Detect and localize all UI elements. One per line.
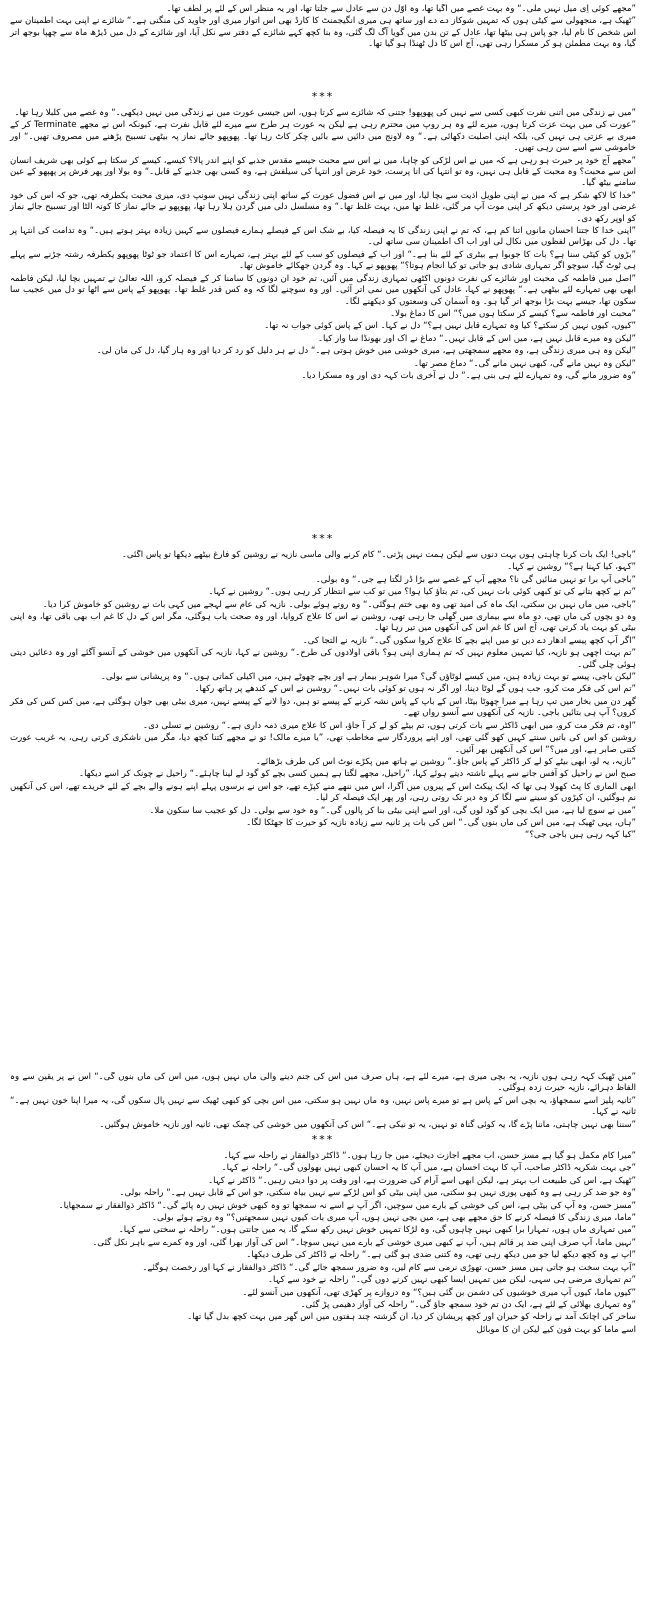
section-divider: *** [311, 90, 335, 103]
paragraph: ”خدا کا لاکھ شکر ہے کہ میں نے اپنی طویل اذیت سے بچا لیا، اور میں نے اس فضول عورت کے ساتھ اپنی زندگی نہیں سونپ دی، میری محبت یکطرفہ تھی، جو کہ اس کی خود غرضی اور خود پرستی دیکھ کر اپنی موت آپ مر گئی، غلط تھا میں، بہت غلط تھا۔“ وہ مسلسل دلی میں گردن ہلا رہا تھا، پھوپھو نے جائے نماز کا کونہ الٹا اور تسبیح جائے نماز کو اوپر رکھ دی۔ [10, 190, 636, 224]
paragraph: ”باجی! ایک بات کرنا چاہتی ہوں بہت دنوں سے لیکن ہمت نہیں پڑتی۔“ کام کرنے والی ماسی نازیہ نے روشین کو فارغ بیٹھے دیکھا تو پاس آگئی۔ [121, 550, 636, 560]
paragraph: ابھی الماری کا پٹ کھولا ہی تھا کہ ایک پیکٹ اس کے پیروں میں آگرا، اس میں ننھے منے کپڑے تھے، جو اس نے برسوں پہلے اپنے ہونے والے بچے کے لئے خریدے تھے، اس کی آنکھیں نم ہوگئیں، ان کپڑوں کو سینے سے لگا کر وہ دیر تک روتی رہی، اور پھر ایک فیصلہ کر لیا۔ [10, 781, 636, 804]
paragraph: روشین کو اس کی باتیں سنتے کہیں کھو گئی تھی، اور اپنے پروردگار سے مخاطب تھی، ”یا میرے مالک! تو نے مجھے کتنا کچھ دیا، مگر میں ناشکری کرتی رہی، یہ غریب عورت کتنی صابر ہے، اور میں؟“ اس کی آنکھیں بھر آئیں۔ [10, 733, 636, 755]
paragraph: ”تم اس کی فکر مت کرو، جب ہوں گے لوٹا دینا، اور اگر نہ ہوں تو کوئی بات نہیں۔“ روشین نے اس کے کندھے پر ہاتھ رکھا۔ [194, 684, 636, 695]
paragraph: ”ٹھیک ہے، اس کی طبیعت اب بہتر ہے، لیکن ابھی اسے آرام کی ضرورت ہے، اور وقت پر دوا دیتی رہیں۔“ ڈاکٹر نے کہا۔ [208, 1175, 636, 1186]
paragraph: ”کیوں ماما، کیوں آپ میری خوشیوں کی دشمن بن گئی ہیں؟“ وہ دروازے پر کھڑی تھی، آنکھوں میں آنسو لئے۔ [242, 1287, 636, 1298]
paragraph: ”محبت اور فاطمہ سے؟ کیسے کر سکتا ہوں میں؟“ اس کا دماغ بولا۔ [390, 308, 636, 319]
paragraph: ”ثانیہ پلیز اسے سمجھاؤ، یہ بچی اس کے پاس ہے تو میرے پاس نہیں، وہ ماں نہیں ہو سکتی، میں اس بچی کو کبھی ٹھیک سے نہیں پال سکوں گی، یہ میرا اپنا خون نہیں ہے۔“ ثانیہ نے کہا۔ [10, 1095, 636, 1118]
paragraph: ”نازیہ، یہ لو، ابھی بیٹے کو لے کر ڈاکٹر کے پاس جاؤ۔“ روشین نے ہاتھ میں پکڑے نوٹ اس کی طرف بڑھائے۔ [255, 756, 636, 767]
paragraph: ”کیا کہہ رہی ہیں باجی جی؟“ [524, 830, 636, 841]
paragraph: ”کہو، کیا کہنا ہے؟“ روشین نے کہا۔ [507, 562, 636, 573]
document-page [6, 4, 640, 1594]
paragraph: ”میں نے سوچ لیا ہے، میں ایک بچی کو گود لوں گی، اور اسے اپنی بیٹی بنا کر پالوں گی۔“ وہ خود سے بولی۔ دل کو عجیب سا سکون ملا۔ [149, 805, 636, 816]
paragraph: ”مجھے کوئی اِی میل نہیں ملی۔“ وہ بہت غصے میں آگیا تھا، وہ اوّل دن سے عادل سے جلتا تھا، اور یہ منظر اس کے لئے پر لطف تھا۔ [166, 4, 636, 14]
paragraph: ”تم نے کچھ بتانے کی تو کبھی کوئی بات نہیں کی، تم بتاؤ کیا ہوا؟ میں تو کب سے انتظار کر رہی ہوں۔“ روشین نے کہا۔ [208, 587, 636, 598]
paragraph: ”اپ نے وہ کچھ دیکھ لیا جو میں دیکھ رہی تھی، وہ کتنی ضدی ہو گئی ہے۔“ راحلہ نے ڈاکٹر کی طرف دیکھا۔ [246, 1250, 636, 1261]
paragraph: ”اصل میں فاطمہ کی محبت اور شائزے کی نفرت دونوں اکٹھی تمہاری زندگی میں آئیں، تم خود ان دونوں کا سامنا کر کے فیصلہ کرو، اللہ تعالیٰ نے تمہیں بچا لیا، لیکن فاطمہ ابھی بھی تمہارے لئے بیٹھی ہے۔“ پھوپھو نے کہا، عادل کی آنکھوں میں نمی اتر آئی۔ اور وہ سوچنے لگا کہ وہ کس قدر غلط تھا۔ پھوپھو کے پاس سے اٹھا تو دل میں عجیب سا سکون تھا، جیسے بہت بڑا بوجھ اتر گیا ہو۔ وہ آسمان کی وسعتوں کو دیکھنے لگا۔ [10, 273, 636, 307]
paragraph: ”لیکن وہ نہیں مانے گی، کبھی نہیں مانے گی۔“ دماغ مصر تھا۔ [413, 358, 636, 369]
paragraph: وہ دو بچوں کی ماں تھی، دو ماہ سے بیماری میں گھلی جا رہی تھی، روشین نے اس کا علاج کروایا، اور وہ صحت یاب ہوگئی، مگر اس کے دل کا غم اب بھی باقی تھا، وہ اپنی بیٹی کو بہت یاد کرتی تھی، آج اس کا غم اس کی آنکھوں میں تیر رہا تھا۔ [10, 612, 636, 634]
paragraph: ”لیکن باجی، پیسے تو بہت زیادہ ہیں، میں کیسے لوٹاؤں گی؟ میرا شوہر بیمار ہے اور بچے چھوٹے ہیں، میں اکیلی کماتی ہوں۔“ وہ پریشانی سے بولی۔ [100, 672, 636, 683]
paragraph: ”تم بہت اچھی ہو نازیہ، کیا تمہیں معلوم نہیں کہ تم ہماری اپنی ہو؟ باقی اولادوں کی طرح۔“ روشین نے کہا، نازیہ کی آنکھوں میں خوشی کے آنسو آگئے اور وہ دعائیں دیتی ہوئی چلی گئی۔ [10, 648, 636, 670]
paragraph: ساحر کی اچانک آمد نے راحلہ کو حیران اور کچھ پریشان کر دیا، ان گزشتہ چند ہفتوں میں اس گھر میں بہت کچھ بدل گیا تھا۔ [187, 1312, 636, 1323]
text-section-2 [6, 108, 640, 530]
paragraph: ”ہاں، یہی ٹھیک ہے، میں اس کی ماں بنوں گی۔“ اس کی بات پر ثانیہ سے زیادہ نازیہ کو حیرت کا جھٹکا لگا۔ [246, 817, 636, 828]
paragraph: ”اوہ، تم فکر مت کرو، میں ابھی ڈاکٹر سے بات کرتی ہوں، تم بیٹے کو لے کر آ جاؤ، اس کا علاج میری ذمہ داری ہے۔“ روشین نے تسلی دی۔ [143, 720, 636, 731]
paragraph: ”کیوں، کیوں نہیں کر سکتے؟ کیا وہ تمہارے قابل نہیں ہے؟“ دل نے کہا۔ اس کے پاس کوئی جواب نہ تھا۔ [264, 321, 636, 332]
paragraph: ”اگر آپ کچھ پیسے ادھار دے دیں تو میں اپنے بچے کا علاج کروا سکوں گی۔“ نازیہ نے التجا کی۔ [302, 635, 636, 646]
paragraph: ”آپ بہت سخت ہو جاتی ہیں مسز حسن، تھوڑی نرمی سے کام لیں، وہ ضرور سمجھ جائے گی۔“ ڈاکٹر ذوالفقار نے کہا اور رخصت ہوگئے۔ [142, 1262, 636, 1273]
paragraph: ”لیکن وہ میرے قابل نہیں ہے، میں اس کے قابل نہیں۔“ دماغ نے اک اور بھونڈا سا وار کیا۔ [317, 333, 636, 344]
paragraph: ”لیکن وہ ہی میری زندگی ہے، وہ مجھے سمجھتی ہے، میری خوشی میں خوش ہوتی ہے۔“ دل نے ہر دلیل کو رد کر دیا اور وہ ہار گیا، دل کی مان لی۔ [96, 346, 636, 357]
paragraph: ”میں ٹھیک کہہ رہی ہوں نازیہ، یہ بچی میری ہے، میرے لئے ہے، ہاں صرف میں اس کی جنم دینے والی ماں نہیں ہوں، میں اس کی ماں بنوں گی۔“ اس نے پر یقین سے وہ الفاظ دہرائے، نازیہ حیرت زدہ ہوگئی۔ [10, 1072, 636, 1094]
paragraph: ”اپنی خدا کا جتنا احسان مانوں اتنا کم ہے، کہ تم نے اپنی زندگی کا یہ فیصلہ کیا، بے شک اس کے فیصلے ہمارے فیصلوں سے کہیں زیادہ بہتر ہوتے ہیں۔“ وہ تدامت کی انتہا پر تھا۔ دل کی بھڑاس لفظوں میں نکال لی اور اب اک اطمینان سی ساتھ لی۔ [10, 226, 636, 248]
paragraph: ”سننا بھی نہیں چاہتی، ماننا پڑے گا، یہ کوئی گناہ تو نہیں، یہ تو نیکی ہے۔“ اس کی آنکھوں میں خوشی کی چمک تھی، ثانیہ اور نازیہ خاموش ہوگئیں۔ [99, 1119, 636, 1130]
paragraph: ”وہ ضرور مانے گی، وہ تمہارے لئے ہی بنی ہے۔“ دل نے آخری بات کہہ دی اور وہ مسکرا دیا۔ [301, 370, 636, 381]
text-section-4 [6, 1072, 640, 1552]
paragraph: گھر دن میں بخار میں تپ رہا ہے میرا چھوٹا بیٹا، اس کے باپ کے پاس نشہ کرنے کے پیسے تو ہیں، دوا لانے کے پیسے نہیں، میری بیٹی بھی جوان ہوگئی ہے، میں کس کس کی فکر کروں؟ آپ ہی بتائیں باجی۔ نازیہ کی آنکھوں سے آنسو رواں تھے۔ [10, 696, 636, 719]
paragraph: ”بڑوں کو کیٹی سنا ہے؟ بات کا جوبوا ہے بیٹری کے لئے بنا ہے۔“ اور اب کے فیصلوں کو سب کے لئے بہتر ہے، تمہارے اس کا اعتماد جو ٹوٹا پھوپھو یکطرفہ رشتہ جڑنے سے پہلے ہی ٹوٹ گیا، سوچو اگر تمہاری شادی ہو جاتی تو کیا انجام ہوتا؟“ پھوپھو نے کہا۔ وہ گردن جھکائے خاموش تھا۔ [10, 249, 636, 272]
paragraph: ”جی بہت شکریہ ڈاکٹر صاحب، آپ کا بہت احسان ہے، میں آپ کا یہ احسان کبھی نہیں بھولوں گی۔“ راحلہ نے کہا۔ [221, 1163, 636, 1174]
paragraph: ”میں تمہاری ماں ہوں، تمہارا برا کبھی نہیں چاہوں گی، وہ لڑکا تمہیں خوش نہیں رکھ سکے گا، یہ میں جانتی ہوں۔“ راحلہ نے سختی سے کہا۔ [118, 1225, 636, 1236]
paragraph: ”مسز حسن، وہ آپ کی بیٹی ہے، اس کی خوشی کے بارے میں سوچیں، اگر آپ نے اسے نہ سمجھا تو وہ کبھی خوش نہیں رہ پائے گی۔“ ڈاکٹر ذوالفقار نے سمجھایا۔ [58, 1200, 636, 1211]
paragraph: صبح اس نے راحیل کو آفس جانے سے پہلے ناشتہ دیتے ہوئے کہا، ”راحیل، مجھے لگتا ہے ہمیں کسی بچے کو گود لے لینا چاہئے۔“ راحیل نے چونک کر اسے دیکھا۔ [79, 769, 636, 780]
paragraph: اسے ماما کو بہت فون کیے لیکن ان کا موبائل [476, 1324, 636, 1335]
paragraph: ”مجھے آج خود پر حیرت ہو رہی ہے کہ میں نے اس لڑکی کو چاہا، میں نے اس سے محبت جیسے مقدس جذبے کو اپنے اندر پالا؟ کیسے، کیسے کر سکتا ہے کوئی بھی شریف انسان اس سے محبت؟ وہ محبت کے قابل ہی نہیں، وہ تو انتہا کی انا پرست، خود غرض اور انتہا کی سیلفش ہے، وہ کسی بھی جذبے کے قابل۔“ وہ بولا اور پھر فرش پر پھپھو کے عین سامنے بیٹھ گیا۔ [10, 155, 636, 189]
text-section-1 [6, 4, 640, 88]
paragraph: ”میرا کام مکمل ہو گیا ہے مسز حسن، اب مجھے اجازت دیجئے، میں جا رہا ہوں۔“ ڈاکٹر ذوالفقار نے راحلہ سے کہا۔ [223, 1151, 636, 1162]
text-section-3 [6, 550, 640, 1070]
paragraph: ”تم تمہاری مرضی ہی سہی، لیکن میں تمہیں ایسا کبھی نہیں کرنے دوں گی۔“ راحلہ نے خود سے کہا۔ [267, 1275, 636, 1286]
paragraph: ”باجی آپ برا تو نہیں منائیں گی نا؟ مجھے آپ کے غصے سے بڑا ڈر لگتا ہے جی۔“ وہ بولی۔ [315, 574, 636, 585]
paragraph: ”وہ تمہاری بھلائی کے لئے ہے، ایک دن تم خود سمجھ جاؤ گی۔“ راحلہ کی آواز دھیمی پڑ گئی۔ [300, 1299, 636, 1310]
paragraph: ”باجی، میں ماں نہیں بن سکتی، ایک ماہ کی امید تھی وہ بھی ختم ہوگئی۔“ وہ روتے ہوئے بولی۔ نازیہ کی عام سے لہجے میں کہی بات نے روشین کو خاموش کرا دیا۔ [42, 599, 636, 610]
paragraph: ”میں نے زندگی میں اتنی نفرت کبھی کسی سے نہیں کی پھوپھو! جتنی کہ شائزے سے کرتا ہوں، اس جیسی عورت میں نے زندگی میں نہیں دیکھی۔“ وہ غصے میں کلبلا رہا تھا۔ [14, 108, 636, 118]
section-divider: *** [311, 1133, 335, 1147]
paragraph: ”عورت کی میں بہت عزت کرتا ہوں، میرے لئے وہ ہر روپ میں محترم رہی ہے لیکن یہ عورت ہر طرح سے میرے لئے قابل نفرت ہے، کیونکہ اس نے مجھے Terminate کر کے میری بے عزتی ہی نہیں کی، بلکہ اپنی اصلیت دکھائی ہے۔“ وہ لاونج میں دائیں سے بائیں چکر کاٹ رہا تھا۔ پھوپھو جائے نماز پہ بیٹھی تسبیح پڑھنے میں مصروف تھیں۔“ اور خاموشی سے اسے سن رہی تھیں۔ [10, 120, 636, 154]
paragraph: ”نہیں ماما، آپ صرف اپنی ضد پر قائم ہیں، آپ نے کبھی میری خوشی کے بارے میں نہیں سوچا۔“ اس کی آواز بھرا گئی، اور وہ کمرے سے باہر نکل گئی۔ [92, 1237, 636, 1248]
paragraph: ”ماما، میری زندگی کا فیصلہ کرنے کا حق مجھے بھی ہے، میں بچی نہیں ہوں، آپ میری بات کیوں نہیں سمجھتیں؟“ وہ روتے ہوئے بولی۔ [152, 1213, 636, 1224]
section-divider: *** [311, 532, 335, 545]
paragraph: ”ٹھیک ہے، منجھولی سے کیٹی ہوں کہ تمہیں شوکاز دے دے اور ساتھ ہی میری انگیجمنٹ کا کارڈ بھی اس اتوار میری اور جاوید کی منگنی ہے۔“ شائزے نے اپنی بہت اطمینان سے اس شخص کا نام لیا، جو پاس ہی بیٹھا تھا، عادل کے تن بدن میں گویا آگ لگ گئی، وہ بنا کچھ کہے شائزے کے دفتر سے نکل آیا، اور شائزے کے دل میں ڈیڑھ ماہ سے چھپا بوجھ اتر گیا، وہ بہت مطمئن ہو کر مسکرا رہی تھی، آج اس کا دل ٹھنڈا ہو گیا تھا۔ [10, 16, 636, 50]
paragraph: ”وہ جو ضد کر رہی ہے وہ کبھی پوری نہیں ہو سکتی، میں اپنی بیٹی کو اس لڑکے سے نہیں بیاہ سکتی، جو اس کے قابل نہیں ہے۔“ راحلہ بولی۔ [119, 1188, 636, 1199]
